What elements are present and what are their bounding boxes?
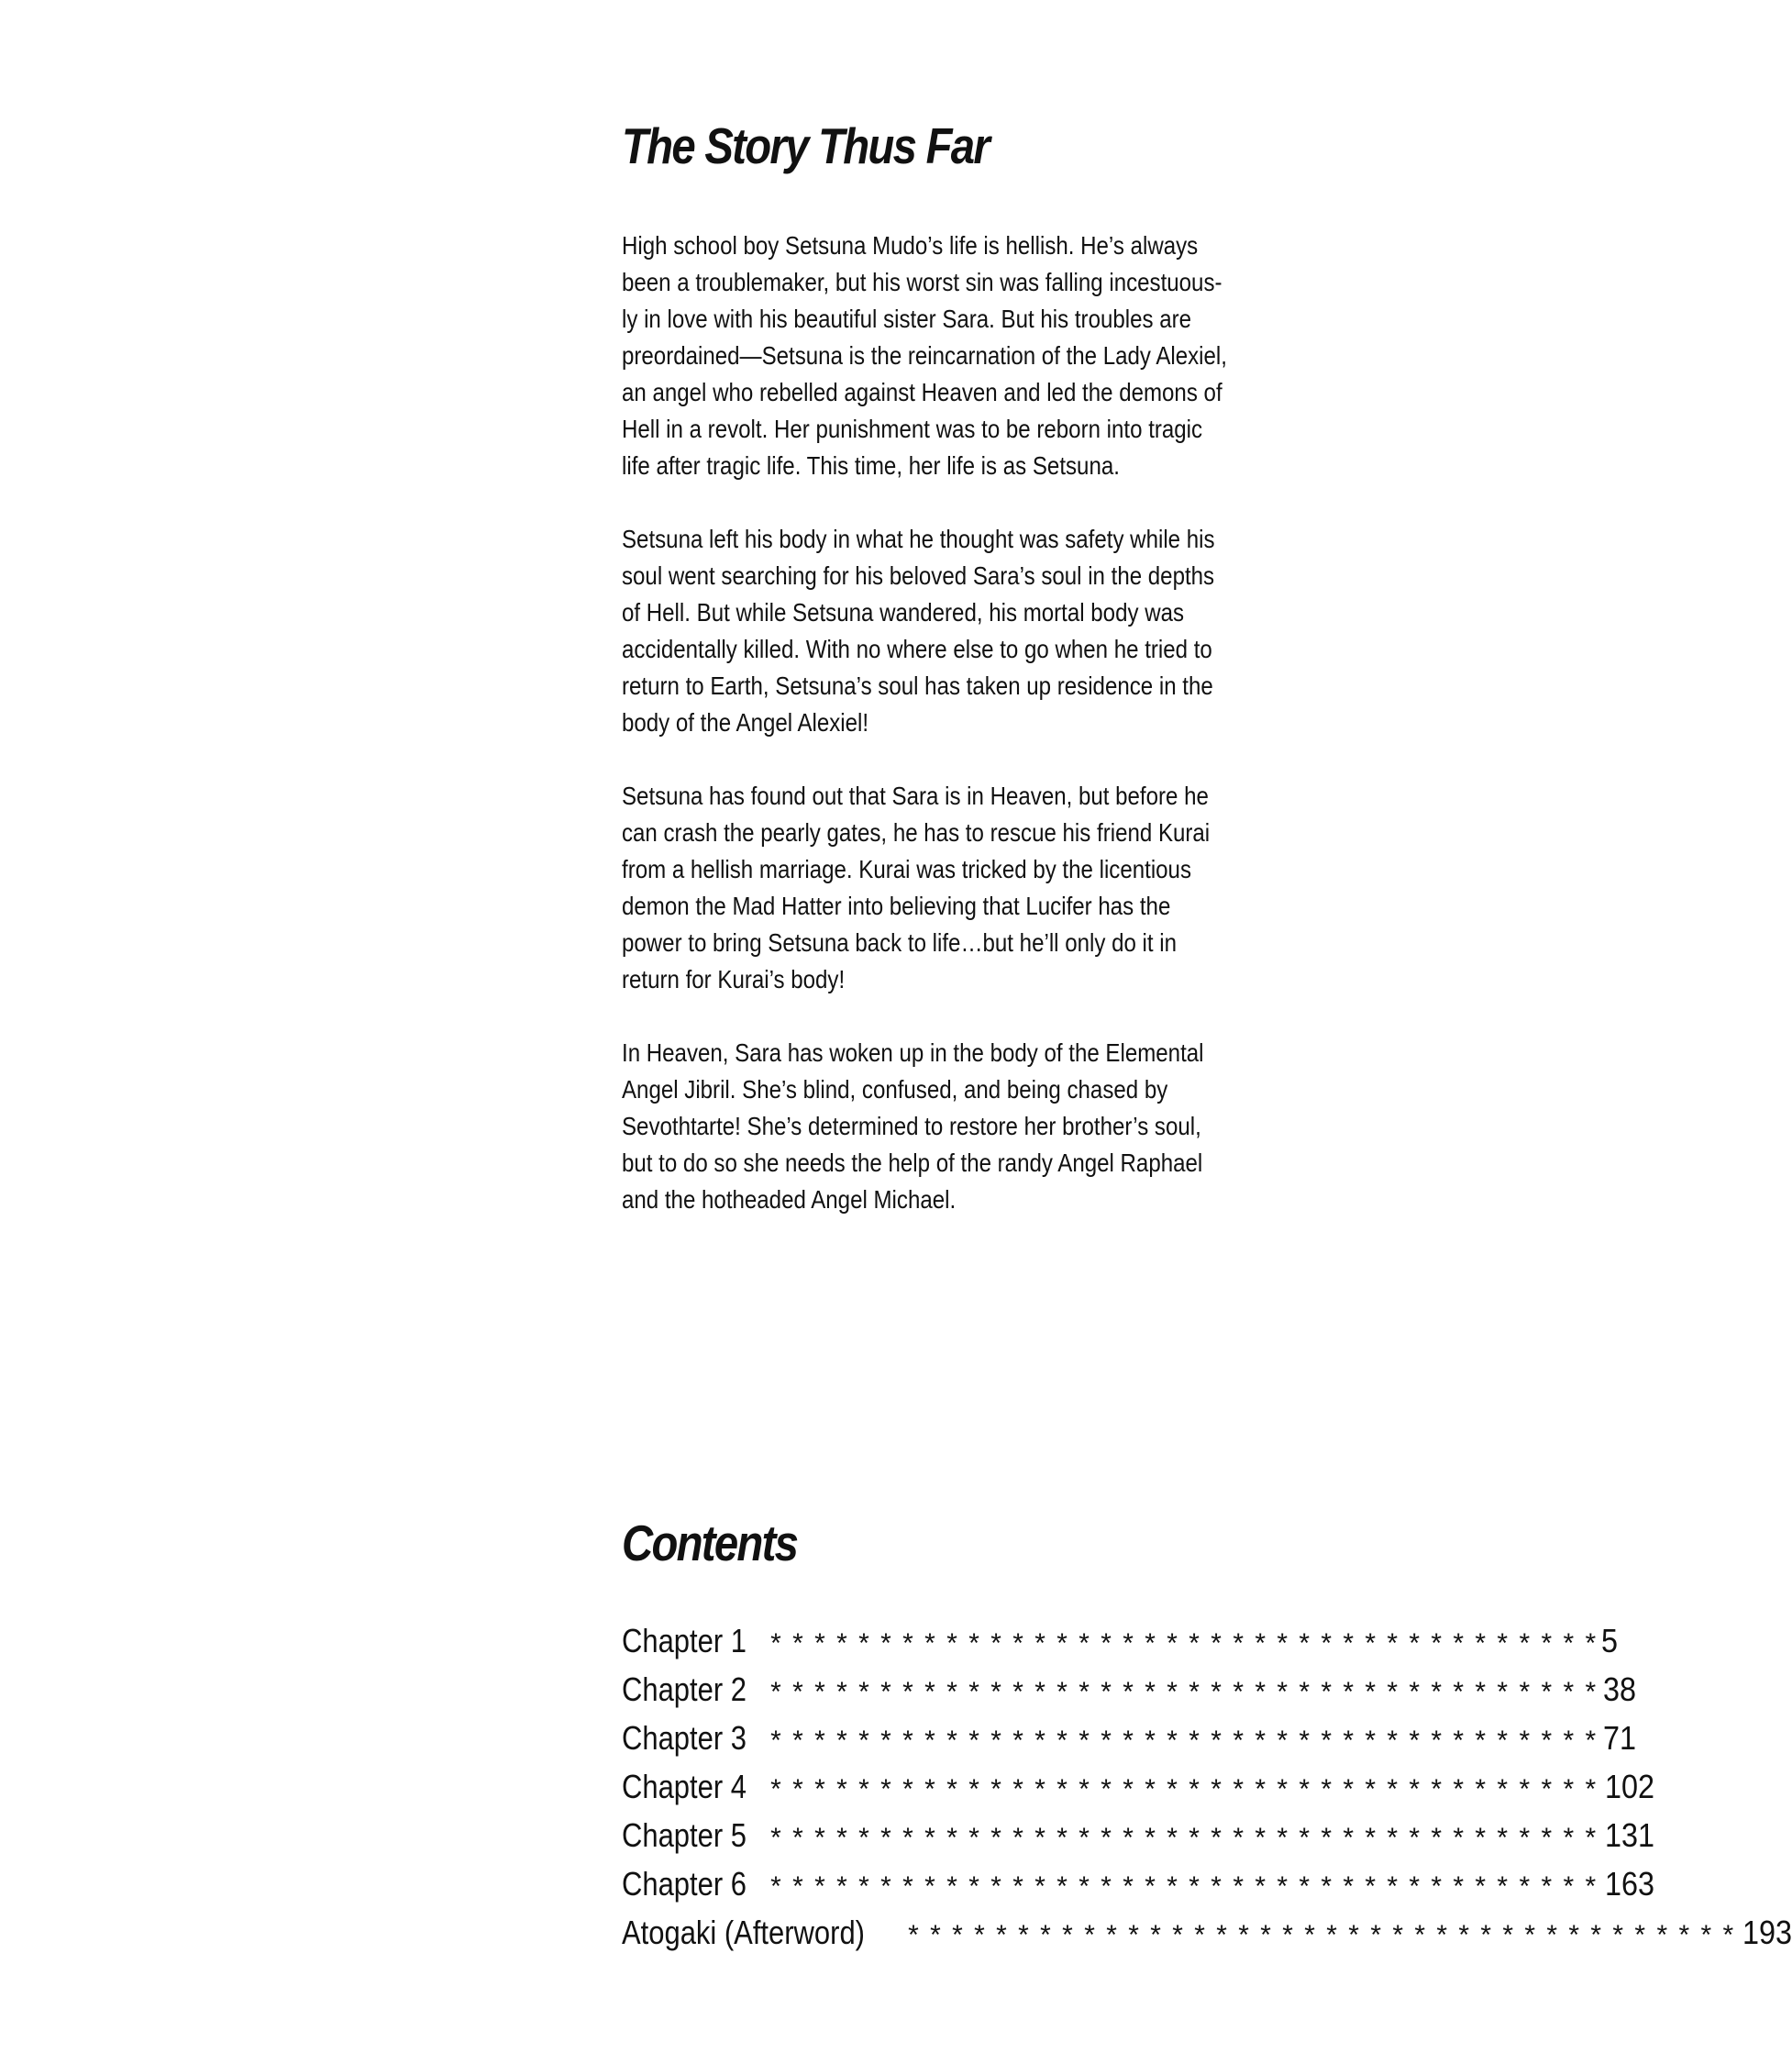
toc-dot-leader: * * * * * * * * * * * * * * * * * * * * * * * * * * * * * * * * * * * * * * (770, 1726, 1598, 1756)
story-line: demon the Mad Hatter into believing that Lucifer has the (622, 892, 1171, 920)
toc-dot-leader: * * * * * * * * * * * * * * * * * * * * * * * * * * * * * * * * * * * * * * (770, 1774, 1598, 1804)
story-paragraph-2 (622, 521, 1237, 741)
toc-dot-leader: * * * * * * * * * * * * * * * * * * * * * * * * * * * * * * * * * * * * * * (770, 1628, 1598, 1659)
toc-entry-page: 163 (1605, 1865, 1655, 1903)
toc-dot-leader: * * * * * * * * * * * * * * * * * * * * * * * * * * * * * * * * * * * * * * (908, 1920, 1736, 1950)
story-line: and the hotheaded Angel Michael. (622, 1185, 957, 1214)
story-paragraph-3 (622, 778, 1237, 998)
toc-entry-label: Chapter 5 (622, 1816, 747, 1854)
story-line: Angel Jibril. She’s blind, confused, and being chased by (622, 1075, 1168, 1104)
toc-dot-leader: * * * * * * * * * * * * * * * * * * * * * * * * * * * * * * * * * * * * * * (770, 1677, 1598, 1707)
toc-entry-page: 131 (1605, 1816, 1655, 1854)
toc-entry-page: 102 (1605, 1768, 1655, 1805)
toc-entry-afterword (622, 1908, 1792, 1957)
story-title: The Story Thus Far (622, 117, 990, 174)
story-line: from a hellish marriage. Kurai was tricked by the licentious (622, 855, 1192, 883)
toc-entry-label: Chapter 4 (622, 1768, 747, 1805)
story-line: been a troublemaker, but his worst sin was falling incestuous- (622, 268, 1222, 296)
story-line: an angel who rebelled against Heaven and led the demons of (622, 378, 1222, 406)
story-line: return to Earth, Setsuna’s soul has taken up residence in the (622, 671, 1213, 700)
story-line: of Hell. But while Setsuna wandered, his mortal body was (622, 598, 1185, 627)
toc-entry-chapter-2 (622, 1665, 1637, 1714)
story-line: can crash the pearly gates, he has to rescue his friend Kurai (622, 818, 1211, 847)
story-line: return for Kurai’s body! (622, 965, 846, 993)
story-line: Hell in a revolt. Her punishment was to be reborn into tragic (622, 415, 1203, 443)
toc-dot-leader: * * * * * * * * * * * * * * * * * * * * * * * * * * * * * * * * * * * * * * (770, 1823, 1598, 1853)
toc-entry-label: Chapter 2 (622, 1670, 747, 1708)
story-line: but to do so she needs the help of the randy Angel Raphael (622, 1149, 1203, 1177)
toc-entry-page: 193 (1742, 1914, 1792, 1951)
story-line: Setsuna left his body in what he thought was safety while his (622, 525, 1215, 553)
toc-entry-page: 71 (1603, 1719, 1637, 1757)
toc-entry-chapter-5 (622, 1811, 1655, 1859)
toc-dot-leader: * * * * * * * * * * * * * * * * * * * * * * * * * * * * * * * * * * * * * * (770, 1871, 1598, 1902)
toc-entry-chapter-6 (622, 1859, 1655, 1908)
story-paragraph-1 (622, 227, 1237, 484)
story-line: High school boy Setsuna Mudo’s life is hellish. He’s always (622, 231, 1199, 260)
toc-entry-chapter-3 (622, 1714, 1637, 1762)
toc-entry-chapter-4 (622, 1762, 1655, 1811)
story-paragraph-4 (622, 1035, 1237, 1218)
story-line: preordained—Setsuna is the reincarnation of the Lady Alexiel, (622, 341, 1227, 370)
story-line: power to bring Setsuna back to life…but he’ll only do it in (622, 928, 1178, 957)
toc-entry-label: Chapter 1 (622, 1622, 747, 1659)
toc-entry-label: Chapter 3 (622, 1719, 747, 1757)
toc-entry-page: 38 (1603, 1670, 1637, 1708)
story-line: In Heaven, Sara has woken up in the body of the Elemental (622, 1038, 1204, 1067)
story-line: life after tragic life. This time, her life is as Setsuna. (622, 451, 1120, 480)
contents-title: Contents (622, 1515, 798, 1571)
toc-entry-page: 5 (1601, 1622, 1619, 1659)
toc-entry-label: Chapter 6 (622, 1865, 747, 1903)
story-line: accidentally killed. With no where else to go when he tried to (622, 635, 1212, 663)
story-summary (622, 227, 1237, 1255)
table-of-contents (622, 1616, 1792, 1957)
story-line: Setsuna has found out that Sara is in Heaven, but before he (622, 782, 1209, 810)
story-line: ly in love with his beautiful sister Sara. But his troubles are (622, 305, 1192, 333)
toc-entry-label: Atogaki (Afterword) (622, 1914, 865, 1951)
story-line: soul went searching for his beloved Sara’s soul in the depths (622, 561, 1215, 590)
toc-entry-chapter-1 (622, 1616, 1619, 1665)
story-line: Sevothtarte! She’s determined to restore her brother’s soul, (622, 1112, 1201, 1140)
story-line: body of the Angel Alexiel! (622, 708, 869, 737)
